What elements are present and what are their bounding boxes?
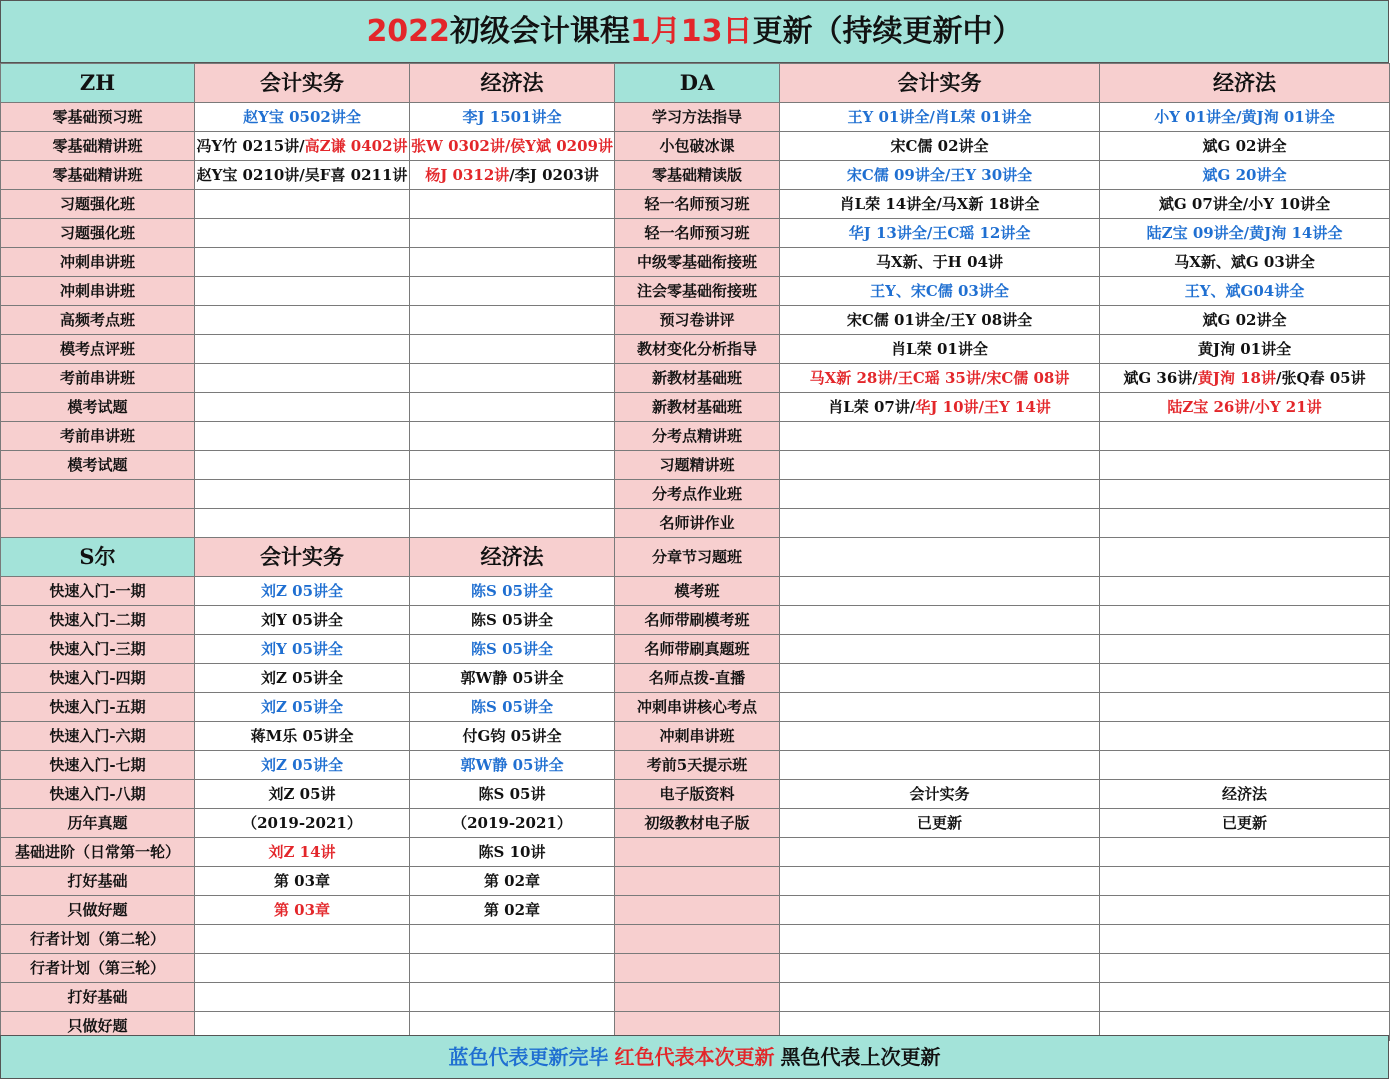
table-row bbox=[1, 422, 1390, 451]
cell-text: 陆Z宝 26讲/小Y 21讲 bbox=[1167, 398, 1322, 416]
da-accounting-cell bbox=[780, 509, 1100, 538]
zh-row-label: 考前串讲班 bbox=[1, 364, 195, 393]
zh-law-cell bbox=[410, 480, 615, 509]
zh-row-label: 零基础精讲班 bbox=[1, 132, 195, 161]
da-law-cell bbox=[1100, 838, 1390, 867]
da-row-label bbox=[615, 896, 780, 925]
da-row-label: 习题精讲班 bbox=[615, 451, 780, 480]
zh-accounting-cell bbox=[195, 509, 410, 538]
da-accounting-cell bbox=[780, 751, 1100, 780]
da-row-label bbox=[615, 867, 780, 896]
da-law-cell bbox=[1100, 451, 1390, 480]
da-row-label: 名师讲作业 bbox=[615, 509, 780, 538]
da-row-label: 零基础精读版 bbox=[615, 161, 780, 190]
table-row bbox=[1, 693, 1390, 722]
zh-row-label: 模考点评班 bbox=[1, 335, 195, 364]
table-row bbox=[1, 954, 1390, 983]
s-accounting-cell bbox=[195, 954, 410, 983]
legend-blue: 蓝色代表更新完毕 bbox=[448, 1045, 609, 1069]
zh-accounting-cell bbox=[195, 190, 410, 219]
s-law-cell bbox=[410, 896, 615, 925]
s-law-cell bbox=[410, 664, 615, 693]
cell-text: 刘Z 05讲全 bbox=[260, 669, 344, 687]
cell-text: 刘Z 05讲全 bbox=[260, 698, 344, 716]
da-row-label bbox=[615, 925, 780, 954]
table-row bbox=[1, 393, 1390, 422]
da-row-label: 小包破冰课 bbox=[615, 132, 780, 161]
cell-text: 杨J 0312讲 bbox=[425, 166, 510, 184]
table-row bbox=[1, 306, 1390, 335]
title-mid: 初级会计课程 bbox=[449, 14, 630, 49]
table-row bbox=[1, 751, 1390, 780]
cell-text: 第 02章 bbox=[483, 901, 541, 919]
da-accounting-cell bbox=[780, 132, 1100, 161]
zh-row-label: 零基础预习班 bbox=[1, 103, 195, 132]
cell-text: 第 03章 bbox=[273, 901, 331, 919]
cell-text: 肖L荣 01讲全 bbox=[891, 340, 988, 358]
cell-text: 赵Y宝 0502讲全 bbox=[243, 108, 361, 126]
da-accounting-cell bbox=[780, 103, 1100, 132]
cell-text: 黄J洵 01讲全 bbox=[1197, 340, 1292, 358]
zh-header: ZH bbox=[1, 64, 195, 103]
s-accounting-cell bbox=[195, 751, 410, 780]
cell-text: 斌G 07讲全/小Y 10讲全 bbox=[1158, 195, 1331, 213]
zh-law-cell bbox=[410, 364, 615, 393]
course-table bbox=[0, 63, 1390, 1041]
da-row-label: 教材变化分析指导 bbox=[615, 335, 780, 364]
zh-row-label: 零基础精讲班 bbox=[1, 161, 195, 190]
da-row-label: 轻一名师预习班 bbox=[615, 190, 780, 219]
s-row-label: 快速入门-八期 bbox=[1, 780, 195, 809]
title-tail: 更新（持续更新中） bbox=[752, 14, 1023, 49]
da-law-cell bbox=[1100, 335, 1390, 364]
zh-law-cell bbox=[410, 422, 615, 451]
da-row-label: 预习卷讲评 bbox=[615, 306, 780, 335]
zh-row-label: 冲刺串讲班 bbox=[1, 248, 195, 277]
s-accounting-cell bbox=[195, 606, 410, 635]
cell-text: 刘Z 14讲 bbox=[268, 843, 336, 861]
s-row-label: 打好基础 bbox=[1, 867, 195, 896]
cell-text: 陈S 05讲全 bbox=[471, 611, 553, 629]
da-accounting-cell bbox=[780, 954, 1100, 983]
s-header: S尔 bbox=[1, 538, 195, 577]
da-law-cell bbox=[1100, 664, 1390, 693]
cell-text: 宋C儒 01讲全/王Y 08讲全 bbox=[846, 311, 1033, 329]
cell-text: 陈S 05讲全 bbox=[471, 640, 553, 658]
s-accounting-cell bbox=[195, 896, 410, 925]
da-accounting-cell bbox=[780, 606, 1100, 635]
da-accounting-cell bbox=[780, 780, 1100, 809]
s-row-label: 快速入门-三期 bbox=[1, 635, 195, 664]
da-accounting-cell bbox=[780, 422, 1100, 451]
cell-text: 张W 0302讲/侯Y斌 0209讲 bbox=[411, 137, 613, 155]
cell-text: 黄J洵 18讲 bbox=[1197, 369, 1276, 387]
s-accounting-cell bbox=[195, 722, 410, 751]
cell-text: 肖L荣 07讲/ bbox=[828, 398, 916, 416]
s-row-label: 基础进阶（日常第一轮） bbox=[1, 838, 195, 867]
s-accounting-cell bbox=[195, 867, 410, 896]
s-law-cell bbox=[410, 838, 615, 867]
cell-text: 郭W静 05讲全 bbox=[460, 669, 564, 687]
da-row-label: 冲刺串讲核心考点 bbox=[615, 693, 780, 722]
da-row-label: 分考点精讲班 bbox=[615, 422, 780, 451]
da-law-cell bbox=[1100, 954, 1390, 983]
da-law-cell bbox=[1100, 277, 1390, 306]
table-row bbox=[1, 480, 1390, 509]
s-accounting-cell bbox=[195, 577, 410, 606]
legend bbox=[0, 1035, 1389, 1079]
s-col2-header: 经济法 bbox=[410, 538, 615, 577]
title-year: 2022 bbox=[366, 14, 450, 49]
da-col1-header: 会计实务 bbox=[780, 64, 1100, 103]
zh-row-label: 冲刺串讲班 bbox=[1, 277, 195, 306]
cell-text: 冯Y竹 0215讲/ bbox=[196, 137, 305, 155]
cell-text: 陈S 05讲全 bbox=[471, 698, 553, 716]
da-row-label: 电子版资料 bbox=[615, 780, 780, 809]
cell-text: 刘Y 05讲全 bbox=[261, 611, 343, 629]
da-law-cell bbox=[1100, 248, 1390, 277]
da-row-label bbox=[615, 983, 780, 1012]
s-row-label: 历年真题 bbox=[1, 809, 195, 838]
title-date: 1月13日 bbox=[629, 14, 753, 49]
da-accounting-cell bbox=[780, 364, 1100, 393]
zh-accounting-cell bbox=[195, 422, 410, 451]
zh-accounting-cell bbox=[195, 161, 410, 190]
cell-text: 郭W静 05讲全 bbox=[460, 756, 564, 774]
zh-header-row bbox=[1, 64, 1390, 103]
da-law-cell bbox=[1100, 509, 1390, 538]
cell-text: （2019-2021） bbox=[242, 814, 362, 832]
s-law-cell bbox=[410, 606, 615, 635]
cell-text: （2019-2021） bbox=[452, 814, 572, 832]
table-row bbox=[1, 577, 1390, 606]
da-row-label: 分章节习题班 bbox=[615, 538, 780, 577]
s-row-label: 只做好题 bbox=[1, 1012, 195, 1041]
da-header: DA bbox=[615, 64, 780, 103]
zh-law-cell bbox=[410, 509, 615, 538]
cell-text: 刘Z 05讲全 bbox=[260, 582, 344, 600]
s-accounting-cell bbox=[195, 838, 410, 867]
da-row-label: 名师点拨-直播 bbox=[615, 664, 780, 693]
zh-law-cell bbox=[410, 103, 615, 132]
cell-text: 已更新 bbox=[1221, 814, 1267, 832]
zh-accounting-cell bbox=[195, 103, 410, 132]
zh-accounting-cell bbox=[195, 248, 410, 277]
da-accounting-cell bbox=[780, 335, 1100, 364]
zh-col2-header: 经济法 bbox=[410, 64, 615, 103]
zh-accounting-cell bbox=[195, 364, 410, 393]
da-law-cell bbox=[1100, 867, 1390, 896]
zh-accounting-cell bbox=[195, 132, 410, 161]
da-accounting-cell bbox=[780, 190, 1100, 219]
table-row bbox=[1, 103, 1390, 132]
zh-row-label bbox=[1, 509, 195, 538]
s-law-cell bbox=[410, 722, 615, 751]
table-row bbox=[1, 722, 1390, 751]
zh-accounting-cell bbox=[195, 451, 410, 480]
da-law-cell bbox=[1100, 103, 1390, 132]
s-accounting-cell bbox=[195, 925, 410, 954]
s-row-label: 快速入门-五期 bbox=[1, 693, 195, 722]
table-row bbox=[1, 451, 1390, 480]
da-law-cell bbox=[1100, 693, 1390, 722]
cell-text: 小Y 01讲全/黄J洵 01讲全 bbox=[1154, 108, 1335, 126]
da-row-label: 初级教材电子版 bbox=[615, 809, 780, 838]
cell-text: 刘Z 05讲全 bbox=[260, 756, 344, 774]
cell-text: 斌G 36讲/ bbox=[1123, 369, 1198, 387]
zh-law-cell bbox=[410, 190, 615, 219]
da-row-label: 名师带刷真题班 bbox=[615, 635, 780, 664]
zh-accounting-cell bbox=[195, 480, 410, 509]
da-row-label: 学习方法指导 bbox=[615, 103, 780, 132]
da-accounting-cell bbox=[780, 577, 1100, 606]
cell-text: 华J 10讲/王Y 14讲 bbox=[915, 398, 1051, 416]
table-row bbox=[1, 635, 1390, 664]
s-law-cell bbox=[410, 809, 615, 838]
da-law-cell bbox=[1100, 161, 1390, 190]
da-accounting-cell bbox=[780, 161, 1100, 190]
da-row-label: 注会零基础衔接班 bbox=[615, 277, 780, 306]
cell-text: 陆Z宝 09讲全/黄J洵 14讲全 bbox=[1146, 224, 1343, 242]
cell-text: 陈S 05讲全 bbox=[471, 582, 553, 600]
da-law-cell bbox=[1100, 896, 1390, 925]
zh-accounting-cell bbox=[195, 306, 410, 335]
zh-law-cell bbox=[410, 335, 615, 364]
cell-text: 高Z谦 0402讲 bbox=[304, 137, 408, 155]
s-row-label: 快速入门-四期 bbox=[1, 664, 195, 693]
zh-law-cell bbox=[410, 277, 615, 306]
da-law-cell bbox=[1100, 190, 1390, 219]
da-row-label: 新教材基础班 bbox=[615, 393, 780, 422]
legend-red: 红色代表本次更新 bbox=[614, 1045, 775, 1069]
s-accounting-cell bbox=[195, 983, 410, 1012]
zh-law-cell bbox=[410, 219, 615, 248]
zh-row-label: 模考试题 bbox=[1, 451, 195, 480]
table-row bbox=[1, 248, 1390, 277]
cell-text: 王Y、斌G04讲全 bbox=[1184, 282, 1305, 300]
table-row bbox=[1, 335, 1390, 364]
zh-row-label: 习题强化班 bbox=[1, 219, 195, 248]
da-row-label: 模考班 bbox=[615, 577, 780, 606]
s-accounting-cell bbox=[195, 693, 410, 722]
zh-law-cell bbox=[410, 306, 615, 335]
da-law-cell bbox=[1100, 635, 1390, 664]
legend-black: 黑色代表上次更新 bbox=[780, 1045, 941, 1069]
da-accounting-cell bbox=[780, 248, 1100, 277]
cell-text: 刘Z 05讲 bbox=[268, 785, 336, 803]
da-row-label bbox=[615, 838, 780, 867]
da-law-cell bbox=[1100, 364, 1390, 393]
s-accounting-cell bbox=[195, 780, 410, 809]
s-row-label: 只做好题 bbox=[1, 896, 195, 925]
da-col2-header: 经济法 bbox=[1100, 64, 1390, 103]
s-row-label: 打好基础 bbox=[1, 983, 195, 1012]
zh-accounting-cell bbox=[195, 277, 410, 306]
da-row-label: 名师带刷模考班 bbox=[615, 606, 780, 635]
da-row-label: 中级零基础衔接班 bbox=[615, 248, 780, 277]
table-row bbox=[1, 838, 1390, 867]
s-accounting-cell bbox=[195, 664, 410, 693]
cell-text: 马X新、斌G 03讲全 bbox=[1174, 253, 1315, 271]
cell-text: 斌G 02讲全 bbox=[1202, 311, 1287, 329]
s-law-cell bbox=[410, 954, 615, 983]
s-row-label: 快速入门-二期 bbox=[1, 606, 195, 635]
table-row bbox=[1, 896, 1390, 925]
da-law-cell bbox=[1100, 306, 1390, 335]
cell-text: 斌G 20讲全 bbox=[1202, 166, 1287, 184]
da-law-cell bbox=[1100, 480, 1390, 509]
da-accounting-cell bbox=[780, 925, 1100, 954]
s-law-cell bbox=[410, 780, 615, 809]
cell-text: 华J 13讲全/王C瑶 12讲全 bbox=[848, 224, 1031, 242]
table-row bbox=[1, 925, 1390, 954]
s-law-cell bbox=[410, 635, 615, 664]
s-header-row bbox=[1, 538, 1390, 577]
table-row bbox=[1, 780, 1390, 809]
s-law-cell bbox=[410, 693, 615, 722]
da-accounting-cell bbox=[780, 867, 1100, 896]
da-row-label: 冲刺串讲班 bbox=[615, 722, 780, 751]
cell-text: 已更新 bbox=[916, 814, 962, 832]
page-title bbox=[0, 0, 1389, 63]
da-law-cell bbox=[1100, 219, 1390, 248]
da-accounting-cell bbox=[780, 219, 1100, 248]
s-law-cell bbox=[410, 751, 615, 780]
da-accounting-cell bbox=[780, 722, 1100, 751]
cell-text: 刘Y 05讲全 bbox=[261, 640, 343, 658]
table-row bbox=[1, 664, 1390, 693]
da-accounting-cell bbox=[780, 664, 1100, 693]
cell-text: 王Y 01讲全/肖L荣 01讲全 bbox=[847, 108, 1032, 126]
da-accounting-cell bbox=[780, 538, 1100, 577]
table-row bbox=[1, 277, 1390, 306]
da-law-cell bbox=[1100, 983, 1390, 1012]
cell-text: 宋C儒 02讲全 bbox=[890, 137, 989, 155]
cell-text: 马X新 28讲/王C瑶 35讲/宋C儒 08讲 bbox=[809, 369, 1070, 387]
da-row-label: 新教材基础班 bbox=[615, 364, 780, 393]
s-law-cell bbox=[410, 867, 615, 896]
da-law-cell bbox=[1100, 809, 1390, 838]
cell-text: 经济法 bbox=[1221, 785, 1267, 803]
table-row bbox=[1, 219, 1390, 248]
da-accounting-cell bbox=[780, 480, 1100, 509]
s-col1-header: 会计实务 bbox=[195, 538, 410, 577]
table-row bbox=[1, 132, 1390, 161]
cell-text: 蒋M乐 05讲全 bbox=[250, 727, 354, 745]
table-row bbox=[1, 606, 1390, 635]
da-law-cell bbox=[1100, 393, 1390, 422]
zh-accounting-cell bbox=[195, 393, 410, 422]
table-row bbox=[1, 983, 1390, 1012]
da-law-cell bbox=[1100, 538, 1390, 577]
s-law-cell bbox=[410, 925, 615, 954]
s-accounting-cell bbox=[195, 635, 410, 664]
da-accounting-cell bbox=[780, 451, 1100, 480]
da-row-label: 轻一名师预习班 bbox=[615, 219, 780, 248]
da-accounting-cell bbox=[780, 635, 1100, 664]
zh-accounting-cell bbox=[195, 219, 410, 248]
da-law-cell bbox=[1100, 606, 1390, 635]
cell-text: 赵Y宝 0210讲/吴F喜 0211讲 bbox=[196, 166, 408, 184]
cell-text: 宋C儒 09讲全/王Y 30讲全 bbox=[846, 166, 1033, 184]
cell-text: 斌G 02讲全 bbox=[1202, 137, 1287, 155]
cell-text: 陈S 05讲 bbox=[478, 785, 546, 803]
cell-text: 肖L荣 14讲全/马X新 18讲全 bbox=[839, 195, 1040, 213]
zh-row-label: 模考试题 bbox=[1, 393, 195, 422]
cell-text: 马X新、于H 04讲 bbox=[876, 253, 1003, 271]
da-accounting-cell bbox=[780, 693, 1100, 722]
da-accounting-cell bbox=[780, 896, 1100, 925]
da-accounting-cell bbox=[780, 306, 1100, 335]
da-row-label: 分考点作业班 bbox=[615, 480, 780, 509]
zh-accounting-cell bbox=[195, 335, 410, 364]
cell-text: 第 03章 bbox=[273, 872, 331, 890]
da-accounting-cell bbox=[780, 277, 1100, 306]
zh-col1-header: 会计实务 bbox=[195, 64, 410, 103]
zh-row-label bbox=[1, 480, 195, 509]
cell-text: /张Q春 05讲 bbox=[1275, 369, 1366, 387]
table-row bbox=[1, 867, 1390, 896]
da-accounting-cell bbox=[780, 838, 1100, 867]
da-law-cell bbox=[1100, 577, 1390, 606]
zh-row-label: 习题强化班 bbox=[1, 190, 195, 219]
table-row bbox=[1, 161, 1390, 190]
zh-law-cell bbox=[410, 451, 615, 480]
zh-law-cell bbox=[410, 248, 615, 277]
s-row-label: 快速入门-一期 bbox=[1, 577, 195, 606]
da-law-cell bbox=[1100, 132, 1390, 161]
cell-text: 陈S 10讲 bbox=[478, 843, 546, 861]
da-law-cell bbox=[1100, 722, 1390, 751]
cell-text: /李J 0203讲 bbox=[509, 166, 599, 184]
s-law-cell bbox=[410, 577, 615, 606]
s-row-label: 行者计划（第三轮） bbox=[1, 954, 195, 983]
da-law-cell bbox=[1100, 422, 1390, 451]
table-row bbox=[1, 364, 1390, 393]
zh-law-cell bbox=[410, 161, 615, 190]
da-row-label bbox=[615, 954, 780, 983]
zh-row-label: 高频考点班 bbox=[1, 306, 195, 335]
table-row bbox=[1, 509, 1390, 538]
zh-law-cell bbox=[410, 132, 615, 161]
s-row-label: 快速入门-六期 bbox=[1, 722, 195, 751]
zh-law-cell bbox=[410, 393, 615, 422]
cell-text: 王Y、宋C儒 03讲全 bbox=[870, 282, 1009, 300]
da-accounting-cell bbox=[780, 393, 1100, 422]
s-law-cell bbox=[410, 983, 615, 1012]
da-accounting-cell bbox=[780, 983, 1100, 1012]
da-law-cell bbox=[1100, 780, 1390, 809]
da-law-cell bbox=[1100, 751, 1390, 780]
cell-text: 第 02章 bbox=[483, 872, 541, 890]
table-row bbox=[1, 190, 1390, 219]
cell-text: 付G钧 05讲全 bbox=[462, 727, 562, 745]
cell-text: 李J 1501讲全 bbox=[462, 108, 562, 126]
s-row-label: 行者计划（第二轮） bbox=[1, 925, 195, 954]
zh-row-label: 考前串讲班 bbox=[1, 422, 195, 451]
table-row bbox=[1, 809, 1390, 838]
s-accounting-cell bbox=[195, 809, 410, 838]
da-accounting-cell bbox=[780, 809, 1100, 838]
da-row-label: 考前5天提示班 bbox=[615, 751, 780, 780]
s-row-label: 快速入门-七期 bbox=[1, 751, 195, 780]
da-law-cell bbox=[1100, 925, 1390, 954]
cell-text: 会计实务 bbox=[909, 785, 970, 803]
